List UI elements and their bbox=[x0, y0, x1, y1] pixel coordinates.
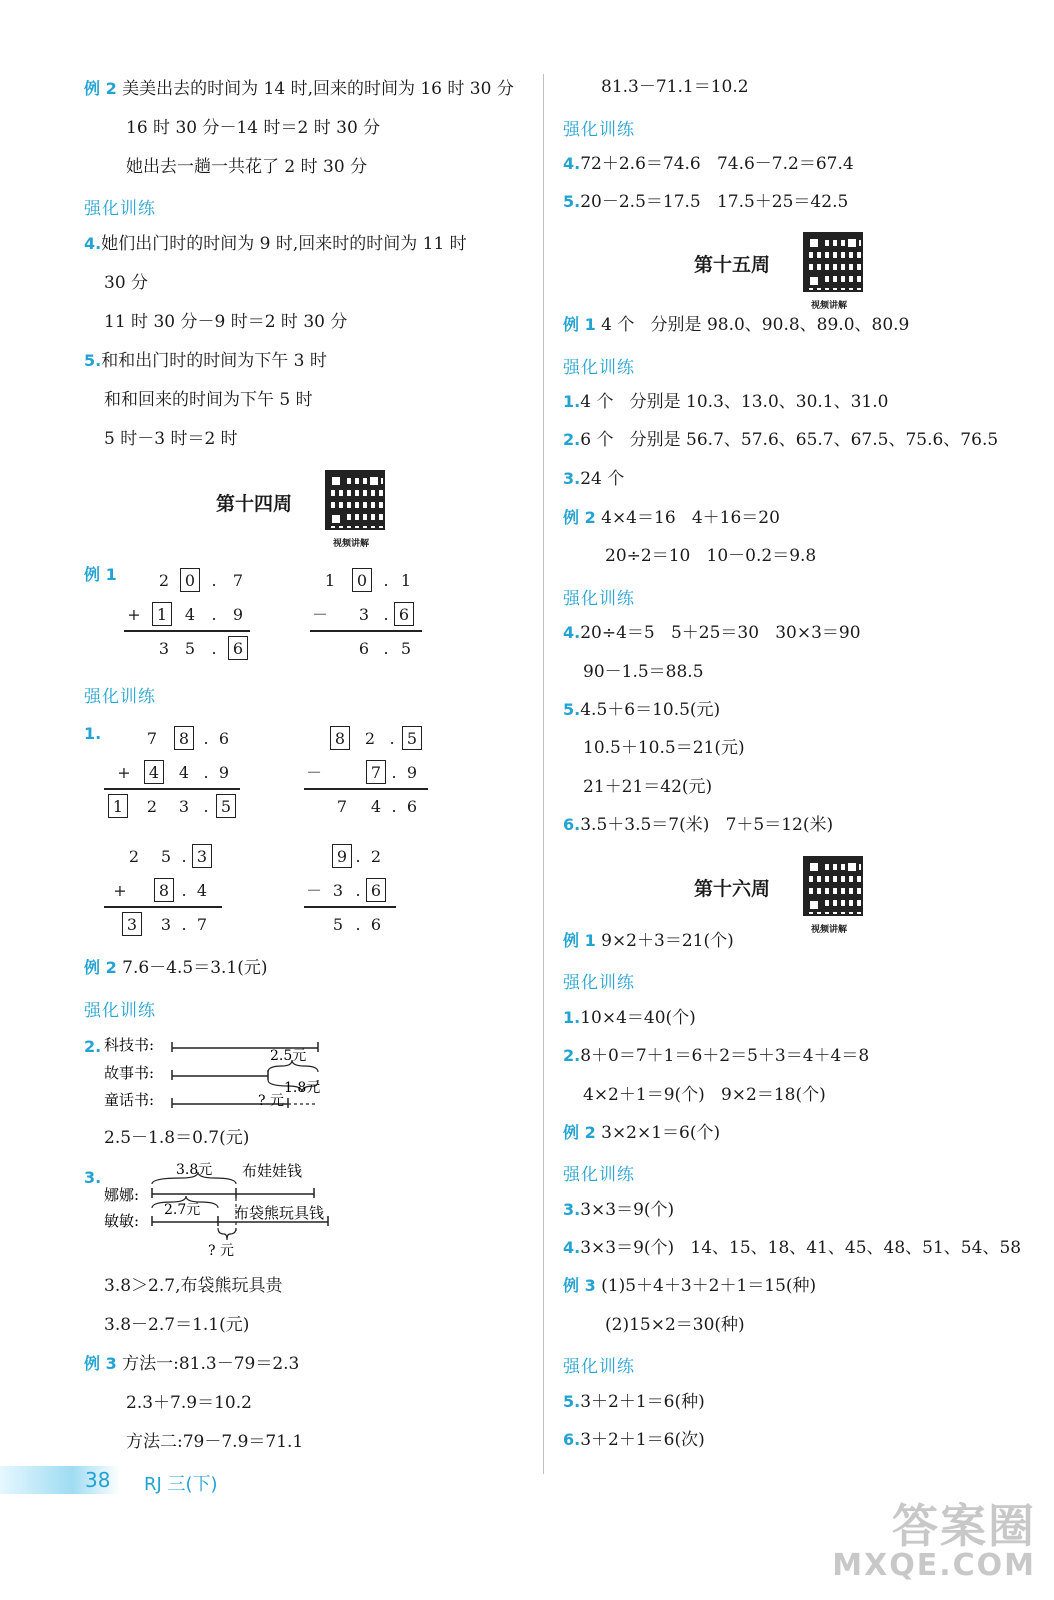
value-label: ? 元 bbox=[208, 1243, 234, 1258]
calc-line: 2.3＋7.9＝10.2 bbox=[126, 1393, 252, 1413]
watermark: 答案圈 MXQE.COM bbox=[832, 1499, 1036, 1583]
example-1-line: 例 1 9×2＋3＝21(个) bbox=[563, 931, 734, 951]
value-label: 2.5元 bbox=[270, 1048, 307, 1064]
calc-line: 4×2＋1＝9(个) 9×2＝18(个) bbox=[583, 1085, 826, 1105]
qr-code-icon[interactable] bbox=[803, 856, 863, 916]
line-segment-diagram bbox=[102, 1032, 362, 1116]
calc-line: 21＋21＝42(元) bbox=[583, 777, 713, 797]
problem-5-line: 5.和和出门时的时间为下午 3 时 bbox=[84, 351, 327, 371]
calc-line: 81.3－71.1＝10.2 bbox=[601, 77, 749, 97]
diagram-label: 娜娜: bbox=[104, 1186, 140, 1204]
week-15-title: 第十五周 bbox=[694, 254, 771, 276]
problem-1-line: 1.10×4＝40(个) bbox=[563, 1008, 696, 1028]
section-heading: 强化训练 bbox=[84, 1001, 156, 1021]
section-heading: 强化训练 bbox=[84, 199, 156, 219]
text-line: 30 分 bbox=[104, 273, 149, 293]
calc-line: 3.8－2.7＝1.1(元) bbox=[104, 1315, 250, 1335]
diagram-label: 童话书: bbox=[104, 1091, 155, 1109]
line-segment-diagram bbox=[102, 1162, 362, 1258]
example-3-line: 例 3 方法一:81.3－79＝2.3 bbox=[84, 1354, 300, 1374]
problem-5-line: 5.20－2.5＝17.5 17.5＋25＝42.5 bbox=[563, 192, 849, 212]
value-label: 3.8元 bbox=[176, 1162, 213, 1178]
calc-line: 方法二:79－7.9＝71.1 bbox=[126, 1432, 304, 1452]
problem-2-label: 2. bbox=[84, 1037, 102, 1056]
section-heading: 强化训练 bbox=[563, 1357, 635, 1377]
problem-3-label: 3. bbox=[84, 1168, 102, 1187]
qr-caption: 视频讲解 bbox=[333, 539, 370, 549]
problem-1-label: 1. bbox=[84, 724, 102, 743]
calc-line: (2)15×2＝30(种) bbox=[605, 1315, 745, 1335]
qr-code-icon[interactable] bbox=[325, 470, 385, 530]
value-label: 1.8元 bbox=[284, 1080, 321, 1096]
problem-3-line: 3.24 个 bbox=[563, 469, 625, 489]
qr-caption: 视频讲解 bbox=[811, 925, 848, 935]
problem-4-line: 4.她们出门时的时间为 9 时,回来时的时间为 11 时 bbox=[84, 234, 467, 254]
example-2-line: 例 2 4×4＝16 4＋16＝20 bbox=[563, 508, 780, 528]
diagram-label: 敏敏: bbox=[104, 1212, 140, 1230]
calc-line: 10.5＋10.5＝21(元) bbox=[583, 738, 745, 758]
diagram-label: 科技书: bbox=[104, 1036, 155, 1054]
page-number: 38 bbox=[85, 1468, 111, 1492]
problem-6-line: 6.3＋2＋1＝6(次) bbox=[563, 1430, 705, 1450]
problem-4-line: 4.3×3＝9(个) 14、15、18、41、45、48、51、54、58 bbox=[563, 1238, 1022, 1258]
problem-1-line: 1.4 个 分别是 10.3、13.0、30.1、31.0 bbox=[563, 392, 889, 412]
problem-2-line: 2.8＋0＝7＋1＝6＋2＝5＋3＝4＋4＝8 bbox=[563, 1046, 870, 1066]
value-label: 2.7元 bbox=[164, 1202, 201, 1218]
problem-6-line: 6.3.5＋3.5＝7(米) 7＋5＝12(米) bbox=[563, 815, 834, 835]
problem-3-line: 3.3×3＝9(个) bbox=[563, 1200, 675, 1220]
value-label: 布袋熊玩具钱 bbox=[234, 1204, 325, 1222]
section-heading: 强化训练 bbox=[563, 358, 635, 378]
problem-2-line: 2.6 个 分别是 56.7、57.6、65.7、67.5、75.6、76.5 bbox=[563, 430, 999, 450]
example-1-label: 例 1 bbox=[84, 565, 117, 584]
calc-line: 5 时－3 时＝2 时 bbox=[104, 429, 238, 449]
section-heading: 强化训练 bbox=[563, 589, 635, 609]
problem-5-line: 5.4.5＋6＝10.5(元) bbox=[563, 700, 721, 720]
section-heading: 强化训练 bbox=[84, 687, 156, 707]
example-1-line: 例 1 4 个 分别是 98.0、90.8、89.0、80.9 bbox=[563, 315, 910, 335]
value-label: ? 元 bbox=[258, 1093, 284, 1109]
diagram-label: 故事书: bbox=[104, 1064, 155, 1082]
calc-line: 20÷2＝10 10－0.2＝9.8 bbox=[605, 546, 817, 566]
problem-4-line: 4.20÷4＝5 5＋25＝30 30×3＝90 bbox=[563, 623, 861, 643]
calc-line: 16 时 30 分－14 时＝2 时 30 分 bbox=[126, 118, 381, 138]
answer-line: 3.8＞2.7,布袋熊玩具贵 bbox=[104, 1276, 283, 1296]
section-heading: 强化训练 bbox=[563, 1165, 635, 1185]
week-16-title: 第十六周 bbox=[694, 878, 771, 900]
grade-label: RJ 三(下) bbox=[144, 1474, 218, 1495]
example-3-line: 例 3 (1)5＋4＋3＋2＋1＝15(种) bbox=[563, 1276, 817, 1296]
problem-4-line: 4.72＋2.6＝74.6 74.6－7.2＝67.4 bbox=[563, 154, 854, 174]
value-label: 布娃娃钱 bbox=[242, 1162, 303, 1180]
section-heading: 强化训练 bbox=[563, 973, 635, 993]
example-2-line: 例 2 7.6－4.5＝3.1(元) bbox=[84, 958, 268, 978]
example-2-line: 例 2 3×2×1＝6(个) bbox=[563, 1123, 721, 1143]
answer-line: 她出去一趟一共花了 2 时 30 分 bbox=[126, 157, 368, 177]
text-line: 和和回来的时间为下午 5 时 bbox=[104, 390, 313, 410]
week-14-title: 第十四周 bbox=[216, 493, 293, 515]
calc-line: 2.5－1.8＝0.7(元) bbox=[104, 1128, 250, 1148]
column-divider bbox=[543, 74, 544, 1474]
qr-caption: 视频讲解 bbox=[811, 301, 848, 311]
example-2-line: 例 2 美美出去的时间为 14 时,回来的时间为 16 时 30 分 bbox=[84, 79, 514, 99]
calc-line: 90－1.5＝88.5 bbox=[583, 662, 704, 682]
qr-code-icon[interactable] bbox=[803, 232, 863, 292]
calc-line: 11 时 30 分－9 时＝2 时 30 分 bbox=[104, 312, 348, 332]
section-heading: 强化训练 bbox=[563, 120, 635, 140]
problem-5-line: 5.3＋2＋1＝6(种) bbox=[563, 1392, 705, 1412]
